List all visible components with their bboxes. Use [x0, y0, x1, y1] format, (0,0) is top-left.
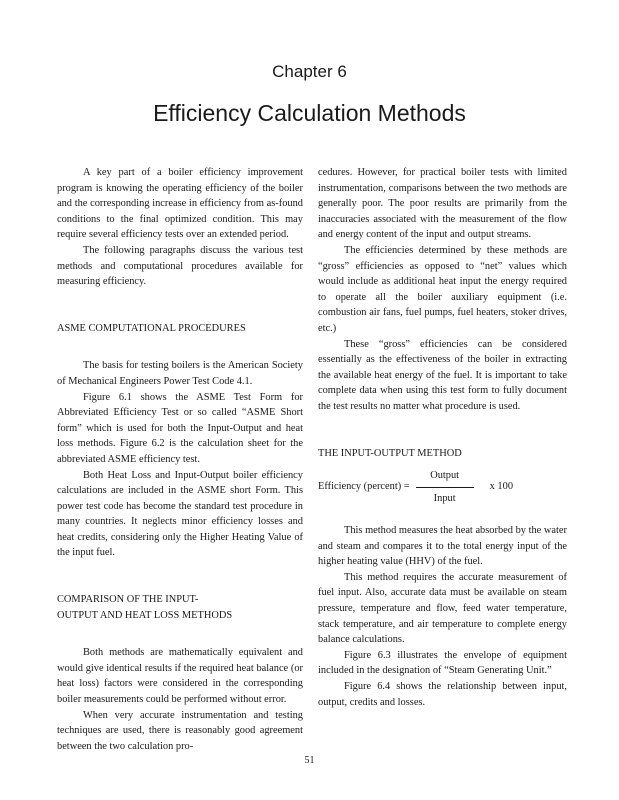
formula-lhs: Efficiency (percent) = — [318, 481, 410, 493]
left-column — [57, 165, 303, 754]
formula-multiplier: x 100 — [489, 481, 514, 493]
gross-paragraph-1: The efficiencies determined by these methods are “gross” efficiencies as opposed to “net” values which would include as additional heat input the energy required to operate all the boiler auxiliary equipment (i.e. combustion air fans, fuel pumps, fuel heaters, stoker drives, etc.) — [318, 244, 567, 334]
input-output-paragraph-2: This method requires the accurate measurement of fuel input. Also, accurate data must be available on steam pressure, temperature and flow, feed water temperature, stack temperature, and air temperature to complete energy balance calculations. — [318, 571, 567, 646]
continued-paragraph: cedures. However, for practical boiler tests with limited instrumentation, comparisons between the two methods are generally poor. The poor results are primarily from the inaccuracies associated with the measurement of the flow and energy content of the input and output streams. — [318, 167, 567, 241]
gross-paragraph-2: These “gross” efficiencies can be considered essentially as the effectiveness of the boiler in extracting the available heat energy of the fuel. It is important to take complete data when using this test form to fully document the test results no matter what procedure is used. — [318, 338, 567, 412]
right-column — [318, 165, 567, 710]
input-output-paragraph-1: This method measures the heat absorbed by the water and steam and compares it to the total energy input of the higher heating value (HHV) of the fuel. — [318, 525, 567, 568]
asme-paragraph-3: Both Heat Loss and Input-Output boiler efficiency calculations are included in the ASME short Form. This power test code has become the standard test procedure in many countries. It neglects minor efficiency losses and heat credits, considering only the Higher Heating Value of the input fuel. — [57, 469, 303, 559]
efficiency-formula — [318, 463, 567, 511]
input-output-paragraph-3: Figure 6.3 illustrates the envelope of equipment included in the designation of “Steam Generating Unit.” — [318, 649, 567, 677]
comparison-paragraph-1: Both methods are mathematically equivalent and would give identical results if the required heat balance (or heat loss) factors were considered in the corresponding boiler measurements could be performed without error. — [57, 647, 303, 706]
comparison-paragraph-2: When very accurate instrumentation and testing techniques are used, there is reasonably good agreement between the two calculation pro- — [57, 709, 303, 752]
asme-paragraph-1: The basis for testing boilers is the American Society of Mechanical Engineers Power Test Code 4.1. — [57, 360, 303, 387]
asme-heading: ASME COMPUTATIONAL PROCEDURES — [57, 322, 246, 334]
page-number: 51 — [304, 755, 315, 766]
comparison-heading-line-2: OUTPUT AND HEAT LOSS METHODS — [57, 609, 233, 621]
chapter-label: Chapter 6 — [272, 62, 347, 81]
intro-paragraph-1: A key part of a boiler efficiency improvement program is knowing the operating efficiency of the boiler and the corresponding increase in efficiency from as-found conditions to the final optimized condition. This may require several efficiency tests over an extended period. — [57, 167, 303, 241]
formula-denominator: Input — [433, 492, 456, 504]
formula-fraction — [416, 468, 474, 506]
chapter-title: Efficiency Calculation Methods — [153, 100, 466, 126]
input-output-paragraph-4: Figure 6.4 shows the relationship between input, output, credits and losses. — [318, 681, 567, 708]
intro-paragraph-2: The following paragraphs discuss the various test methods and computational procedures available for measuring efficiency. — [57, 244, 303, 288]
comparison-heading-line-1: COMPARISON OF THE INPUT- — [57, 594, 199, 606]
input-output-heading: THE INPUT-OUTPUT METHOD — [318, 447, 462, 459]
asme-paragraph-2: Figure 6.1 shows the ASME Test Form for Abbreviated Efficiency Test or so called “ASME Short form” which is used for both the Input-Output and heat loss methods. Figure 6.2 is the calculation sheet for the abbreviated ASME efficiency test. — [57, 391, 303, 465]
formula-numerator: Output — [430, 470, 460, 481]
